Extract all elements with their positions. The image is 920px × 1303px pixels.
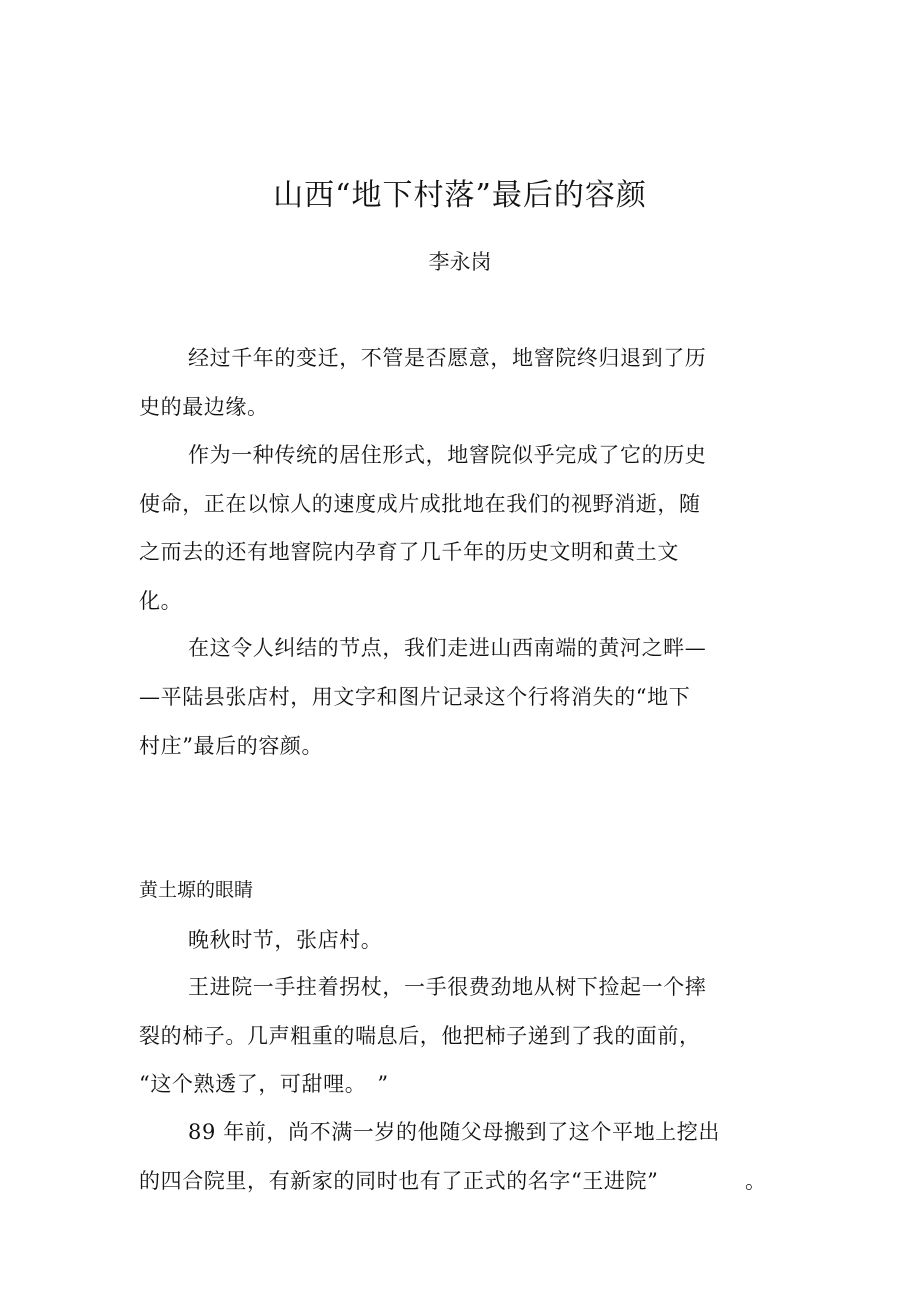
paragraph-line: 晚秋时节，张店村。: [188, 928, 383, 952]
paragraph-line: “这个熟透了，可甜哩。 ”: [139, 1072, 389, 1096]
paragraph-line: 化。: [139, 589, 183, 613]
section-heading: 黄土塬的眼睛: [139, 879, 254, 901]
paragraph-line: 村庄”最后的容颜。: [139, 734, 324, 758]
paragraph-line: 使命，正在以惊人的速度成片成批地在我们的视野消逝，随: [139, 492, 701, 516]
paragraph-line: 作为一种传统的居住形式，地窨院似乎完成了它的历史: [188, 443, 707, 467]
paragraph-line: —平陆县张店村，用文字和图片记录这个行将消失的“地下: [139, 685, 691, 709]
article-author: 李永岗: [428, 250, 492, 274]
paragraph-line: 经过千年的变迁，不管是否愿意，地窨院终归退到了历: [188, 346, 707, 370]
paragraph-line: 在这令人纠结的节点，我们走进山西南端的黄河之畔—: [188, 636, 707, 660]
paragraph-line: 之而去的还有地窨院内孕育了几千年的历史文明和黄土文: [139, 540, 679, 564]
article-title: 山西“地下村落”最后的容颜: [273, 178, 647, 213]
paragraph-line: 裂的柿子。几声粗重的喘息后，他把柿子递到了我的面前，: [139, 1024, 701, 1048]
trailing-punctuation: 。: [745, 1169, 767, 1193]
paragraph-line: 王进院一手拄着拐杖，一手很费劲地从树下捡起一个摔: [188, 975, 707, 999]
paragraph-line: 史的最边缘。: [139, 395, 269, 419]
paragraph-line: 89 年前，尚不满一岁的他随父母搬到了这个平地上挖出: [188, 1120, 720, 1144]
paragraph-line: 的四合院里，有新家的同时也有了正式的名字“王进院”: [139, 1169, 659, 1193]
